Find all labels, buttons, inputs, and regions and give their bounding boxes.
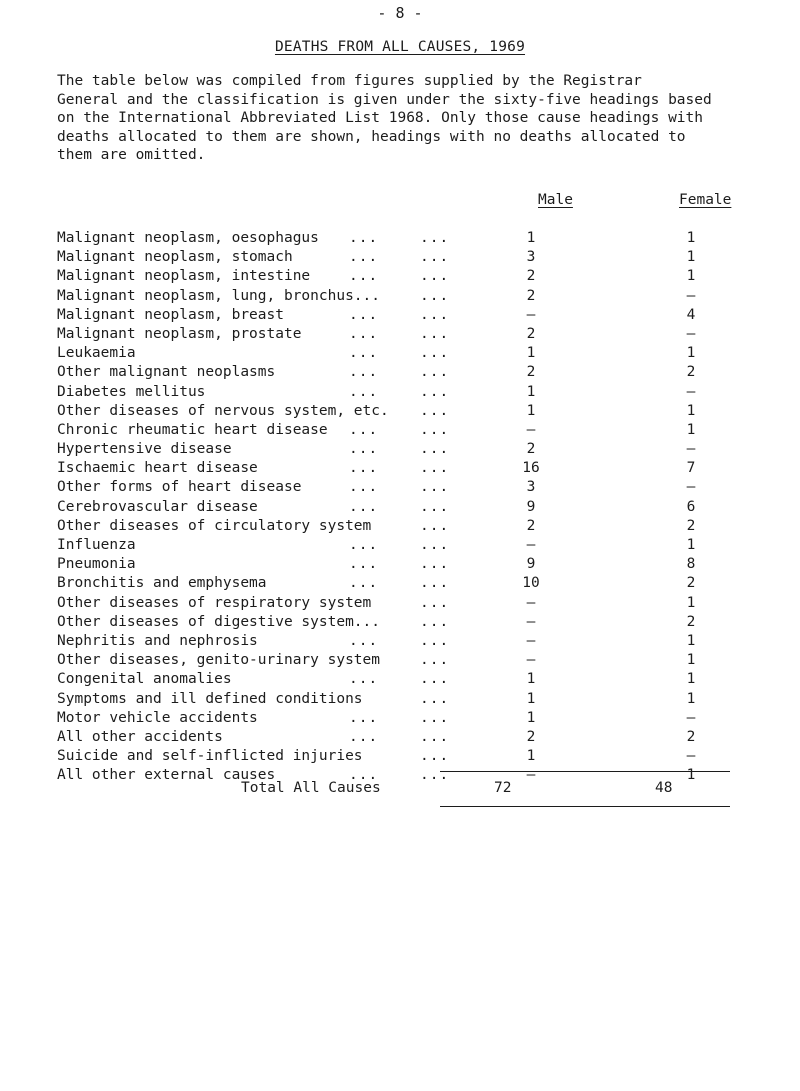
female-count: – [686,441,696,458]
cause-label: Malignant neoplasm, intestine [57,268,311,285]
female-count: 1 [686,594,696,611]
leader-dots: ... [420,460,450,477]
table-row [57,267,757,286]
female-count: 1 [686,537,696,553]
leader-dots: ... [420,441,450,458]
table-row [57,498,757,517]
leader-dots: ... [349,537,379,553]
male-count: 16 [522,460,540,477]
female-count: 6 [686,498,696,515]
male-count: 1 [526,709,536,726]
leader-dots: ... [420,421,450,438]
leader-dots: ... [420,479,450,496]
female-count: – [686,479,696,496]
leader-dots: ... [349,556,379,573]
male-count: – [526,537,536,553]
male-count: 9 [526,556,536,573]
cause-label: Other forms of heart disease [57,479,302,496]
leader-dots: ... [420,767,450,784]
leader-dots: ... [349,767,379,784]
female-column-header-text: Female [679,192,732,208]
female-count: 1 [686,268,696,285]
male-count: 9 [526,498,536,515]
leader-dots: ... [349,383,379,400]
cause-label: Other malignant neoplasms [57,364,276,381]
male-count: 2 [526,268,536,285]
female-count: – [686,748,696,765]
table-row [57,344,757,363]
leader-dots: ... [349,728,379,745]
male-count: – [526,306,536,323]
leader-dots: ... [349,364,379,381]
cause-label: Other diseases, genito-urinary system [57,652,381,669]
total-rule-bottom [440,806,730,807]
cause-label: Malignant neoplasm, breast [57,306,284,323]
leader-dots: ... [420,402,450,419]
male-count: 1 [526,230,536,246]
table-row [57,325,757,344]
cause-label: Ischaemic heart disease [57,460,258,477]
female-count: 1 [686,671,696,688]
leader-dots: ... [349,709,379,726]
cause-label: Bronchitis and emphysema [57,575,267,592]
table-row [57,709,757,728]
female-count: 1 [686,421,696,438]
cause-label: Hypertensive disease [57,441,232,458]
female-count: 1 [686,632,696,649]
cause-label: Congenital anomalies [57,671,232,688]
male-count: – [526,767,536,784]
leader-dots: ... [420,652,450,669]
table-row [57,670,757,689]
table-row [57,306,757,325]
cause-label: Other diseases of nervous system, etc. [57,402,389,419]
leader-dots: ... [349,441,379,458]
table-row [57,459,757,478]
page-number: - 8 - [377,4,423,22]
cause-label: Suicide and self-inflicted injuries [57,748,363,765]
female-count: – [686,709,696,726]
male-count: 1 [526,345,536,362]
leader-dots: ... [349,421,379,438]
female-count: 2 [686,728,696,745]
leader-dots: ... [420,613,450,630]
leader-dots: ... [420,632,450,649]
male-column-header-text: Male [538,192,573,208]
table-row [57,651,757,670]
cause-label: Malignant neoplasm, prostate [57,325,302,342]
table-row [57,517,757,536]
female-count: 8 [686,556,696,573]
table-row [57,555,757,574]
total-row [0,778,800,798]
cause-label: Other diseases of respiratory system [57,594,372,611]
female-count: 1 [686,230,696,246]
leader-dots: ... [349,268,379,285]
leader-dots: ... [420,230,450,246]
leader-dots: ... [349,460,379,477]
leader-dots: ... [349,575,379,592]
male-count: – [526,613,536,630]
leader-dots: ... [349,479,379,496]
female-count: – [686,325,696,342]
female-count: 7 [686,460,696,477]
table-row [57,363,757,382]
leader-dots: ... [420,325,450,342]
cause-label: Malignant neoplasm, stomach [57,249,293,266]
cause-label: Symptoms and ill defined conditions [57,690,363,707]
female-count: 1 [686,767,696,784]
cause-label: Nephritis and nephrosis [57,632,258,649]
male-count: 2 [526,364,536,381]
cause-label: Chronic rheumatic heart disease [57,421,328,438]
table-row [57,229,757,248]
female-count: 1 [686,652,696,669]
table-row [57,747,757,766]
female-count: 2 [686,364,696,381]
intro-paragraph: The table below was compiled from figures supplied by the Registrar General and the classification is given under the sixty-five headings based on the International Abbreviated List 1968. Only those cause headings with deaths allocated to them are shown, headings with no deaths allocated to them are omitted. [57,73,712,164]
leader-dots: ... [420,345,450,362]
table-row [57,383,757,402]
leader-dots: ... [349,325,379,342]
table-row [57,421,757,440]
cause-label: Cerebrovascular disease [57,498,258,515]
leader-dots: ... [420,728,450,745]
leader-dots: ... [349,249,379,266]
leader-dots: ... [420,748,450,765]
female-column-header [679,192,731,208]
table-row [57,690,757,709]
cause-label: Other diseases of digestive system... [57,613,381,630]
table-row [57,440,757,459]
leader-dots: ... [420,517,450,534]
total-rule-top [440,771,730,772]
female-count: 2 [686,613,696,630]
cause-label: Motor vehicle accidents [57,709,258,726]
male-count: – [526,421,536,438]
leader-dots: ... [349,632,379,649]
leader-dots: ... [349,306,379,323]
female-count: 1 [686,402,696,419]
leader-dots: ... [420,594,450,611]
male-count: 10 [522,575,540,592]
cause-label: Diabetes mellitus [57,383,206,400]
male-count: 1 [526,748,536,765]
leader-dots: ... [420,556,450,573]
total-label: Total All Causes [241,780,381,796]
table-row [57,613,757,632]
cause-label: Leukaemia [57,345,136,362]
female-count: 1 [686,345,696,362]
female-count: – [686,287,696,304]
leader-dots: ... [420,306,450,323]
table-row [57,594,757,613]
leader-dots: ... [420,287,450,304]
leader-dots: ... [349,671,379,688]
page-title [0,39,800,55]
male-count: 1 [526,383,536,400]
male-column-header [538,192,573,208]
male-count: 2 [526,517,536,534]
female-count: 1 [686,249,696,266]
male-count: – [526,632,536,649]
cause-label: Pneumonia [57,556,136,573]
cause-table [57,229,757,785]
leader-dots: ... [420,709,450,726]
male-count: 1 [526,402,536,419]
male-count: 1 [526,671,536,688]
cause-label: All other accidents [57,728,223,745]
total-female: 48 [655,780,673,796]
male-count: 3 [526,249,536,266]
male-count: – [526,594,536,611]
female-count: 2 [686,575,696,592]
leader-dots: ... [420,383,450,400]
table-row [57,728,757,747]
table-row [57,287,757,306]
male-count: 2 [526,287,536,304]
table-row [57,402,757,421]
leader-dots: ... [420,268,450,285]
total-male: 72 [494,780,512,796]
male-count: – [526,652,536,669]
male-count: 2 [526,441,536,458]
leader-dots: ... [420,537,450,553]
female-count: 4 [686,306,696,323]
leader-dots: ... [349,230,379,246]
leader-dots: ... [349,345,379,362]
table-row [57,536,757,555]
leader-dots: ... [420,364,450,381]
female-count: 2 [686,517,696,534]
male-count: 2 [526,728,536,745]
leader-dots: ... [420,671,450,688]
cause-label: Other diseases of circulatory system [57,517,372,534]
female-count: – [686,383,696,400]
leader-dots: ... [420,249,450,266]
male-count: 2 [526,325,536,342]
leader-dots: ... [349,498,379,515]
leader-dots: ... [420,690,450,707]
cause-label: Malignant neoplasm, lung, bronchus... [57,287,381,304]
table-row [57,248,757,267]
table-row [57,632,757,651]
page-title-text: DEATHS FROM ALL CAUSES, 1969 [274,39,526,55]
leader-dots: ... [420,498,450,515]
cause-label: Influenza [57,537,136,553]
female-count: 1 [686,690,696,707]
leader-dots: ... [420,575,450,592]
table-row [57,478,757,497]
cause-label: All other external causes [57,767,276,784]
table-row [57,574,757,593]
male-count: 1 [526,690,536,707]
cause-label: Malignant neoplasm, oesophagus [57,230,319,246]
male-count: 3 [526,479,536,496]
